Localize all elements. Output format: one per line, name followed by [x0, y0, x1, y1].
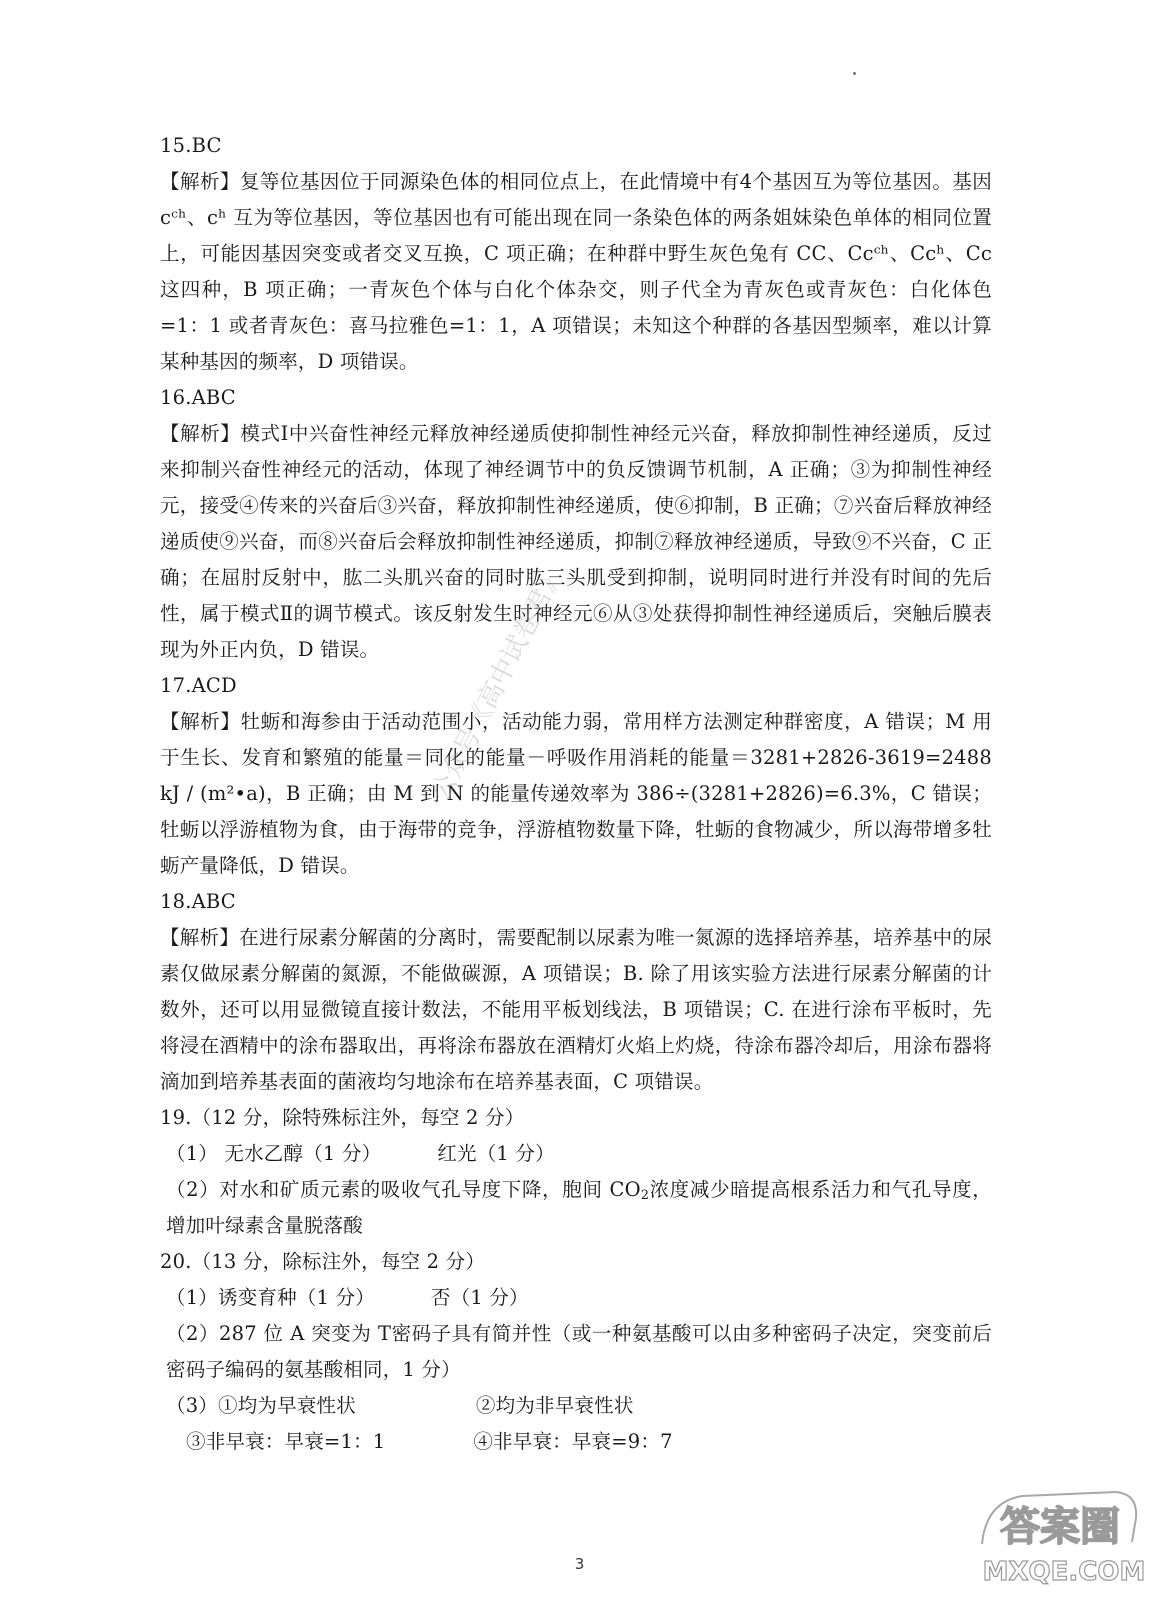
q19-part1-answer-b: 红光（1 分） [437, 1142, 555, 1165]
q19-part2-answer-a: （2）对水和矿质元素的吸收 [166, 1178, 422, 1201]
q19-part2 [160, 1172, 992, 1244]
watermark-text: 公众号《高中试卷君》 [425, 561, 571, 807]
q20-part3-row1 [160, 1388, 992, 1424]
q19-part2-answer-e: 脱落酸 [303, 1214, 364, 1237]
site-logo [976, 1482, 1146, 1590]
q20-part3-answer-b: ②均为非早衰性状 [475, 1394, 634, 1417]
q16-analysis: 【解析】模式Ⅰ中兴奋性神经元释放神经递质使抑制性神经元兴奋，释放抑制性神经递质，反过来抑制兴奋性神经元的活动，体现了神经调节中的负反馈调节机制，A 正确；③为抑制性神经元，接受④传来的兴奋后③兴奋，释放抑制性神经递质，使⑥抑制，B 正确；⑦兴奋后释放神经递质使⑨兴奋，而⑧兴奋后会释放抑制性神经递质，抑制⑦释放神经递质，导致⑨不兴奋，C 正确；在屈肘反射中，肱二头肌兴奋的同时肱三头肌受到抑制，说明同时进行并没有时间的先后性，属于模式Ⅱ的调节模式。该反射发生时神经元⑥从③处获得抑制性神经递质后，突触后膜表现为外正内负，D 错误。 [160, 422, 992, 661]
q20-part2-answer-b: 密码子具有简并性（或一种氨基酸可以由多种密码子决定，突变前后密码子编码的氨基酸相同，1 分） [166, 1322, 992, 1381]
q17-analysis: 【解析】牡蛎和海参由于活动范围小，活动能力弱，常用样方法测定种群密度，A 错误；M 用于生长、发育和繁殖的能量＝同化的能量－呼吸作用消耗的能量＝3281+2826-3619=2488 kJ / (m²•a)，B 正确；由 M 到 N 的能量传递效率为 386÷(3281+2826)=6.3%，C 错误；牡蛎以浮游植物为食，由于海带的竞争，浮游植物数量下降，牡蛎的食物减少，所以海带增多牡蛎产量降低，D 错误。 [160, 710, 992, 877]
q19-header: 19.（12 分，除特殊标注外，每空 2 分） [160, 1106, 525, 1129]
page-number: 3 [574, 1555, 585, 1573]
q20-part1-answer-a: （1）诱变育种（1 分） [166, 1286, 375, 1309]
q19-part2-answer-d: 提高根系活力和气孔导度，增加叶绿素含量 [166, 1178, 992, 1237]
q18-analysis: 【解析】在进行尿素分解菌的分离时，需要配制以尿素为唯一氮源的选择培养基，培养基中的尿素仅做尿素分解菌的氮源，不能做碳源，A 项错误；B. 除了用该实验方法进行尿素分解菌的计数外，还可以用显微镜直接计数法，不能用平板划线法，B 项错误；C. 在进行涂布平板时，先将浸在酒精中的涂布器取出，再将涂布器放在酒精灯火焰上灼烧，待涂布器冷却后，用涂布器将滴加到培养基表面的菌液均匀地涂布在培养基表面，C 项错误。 [160, 926, 992, 1093]
q20-part3-answer-d: ④非早衰：早衰=9：7 [473, 1430, 673, 1453]
q19-part2-answer-b-pre: 气孔导度下降，胞间 CO [421, 1178, 641, 1201]
q20-part2 [160, 1316, 992, 1388]
q20-header: 20.（13 分，除标注外，每空 2 分） [160, 1250, 486, 1273]
q20-part3-row2 [160, 1424, 992, 1460]
q19-part1 [160, 1136, 992, 1172]
q20-part3-answer-c: ③非早衰：早衰=1：1 [186, 1430, 386, 1453]
logo-site: MXQE.COM [982, 1557, 1146, 1587]
q19-part2-answer-c: 暗 [730, 1178, 751, 1201]
q18-number: 18.ABC [160, 890, 236, 913]
q20-part1 [160, 1280, 992, 1316]
scan-dot [853, 72, 856, 75]
q20-part3-answer-a: （3）①均为早衰性状 [166, 1394, 356, 1417]
q19-part1-answer-a: （1） 无水乙醇（1 分） [166, 1142, 382, 1165]
q20-part2-answer-a: （2）287 位 A 突变为 T [166, 1322, 392, 1345]
q16-number: 16.ABC [160, 386, 236, 409]
q20-part1-answer-b: 否（1 分） [430, 1286, 529, 1309]
q15-number: 15.BC [160, 134, 222, 157]
co2-subscript: 2 [640, 1187, 650, 1203]
q15-analysis: 【解析】复等位基因位于同源染色体的相同位点上，在此情境中有4个基因互为等位基因。基因 cᶜʰ、cʰ 互为等位基因，等位基因也有可能出现在同一条染色体的两条姐妹染色单体的相同位置上，可能因基因突变或者交叉互换，C 项正确；在种群中野生灰色兔有 CC、Ccᶜʰ、Ccʰ、Cc 这四种，B 项正确；一青灰色个体与白化个体杂交，则子代全为青灰色或青灰色：白化体色=1：1 或者青灰色：喜马拉雅色=1：1，A 项错误；未知这个种群的各基因型频率，难以计算某种基因的频率，D 项错误。 [160, 170, 992, 373]
q17-number: 17.ACD [160, 674, 237, 697]
q19-part2-answer-b-post: 浓度减少 [649, 1178, 731, 1201]
logo-chars: 答案圈 [1000, 1504, 1120, 1550]
answer-content [160, 128, 992, 1460]
